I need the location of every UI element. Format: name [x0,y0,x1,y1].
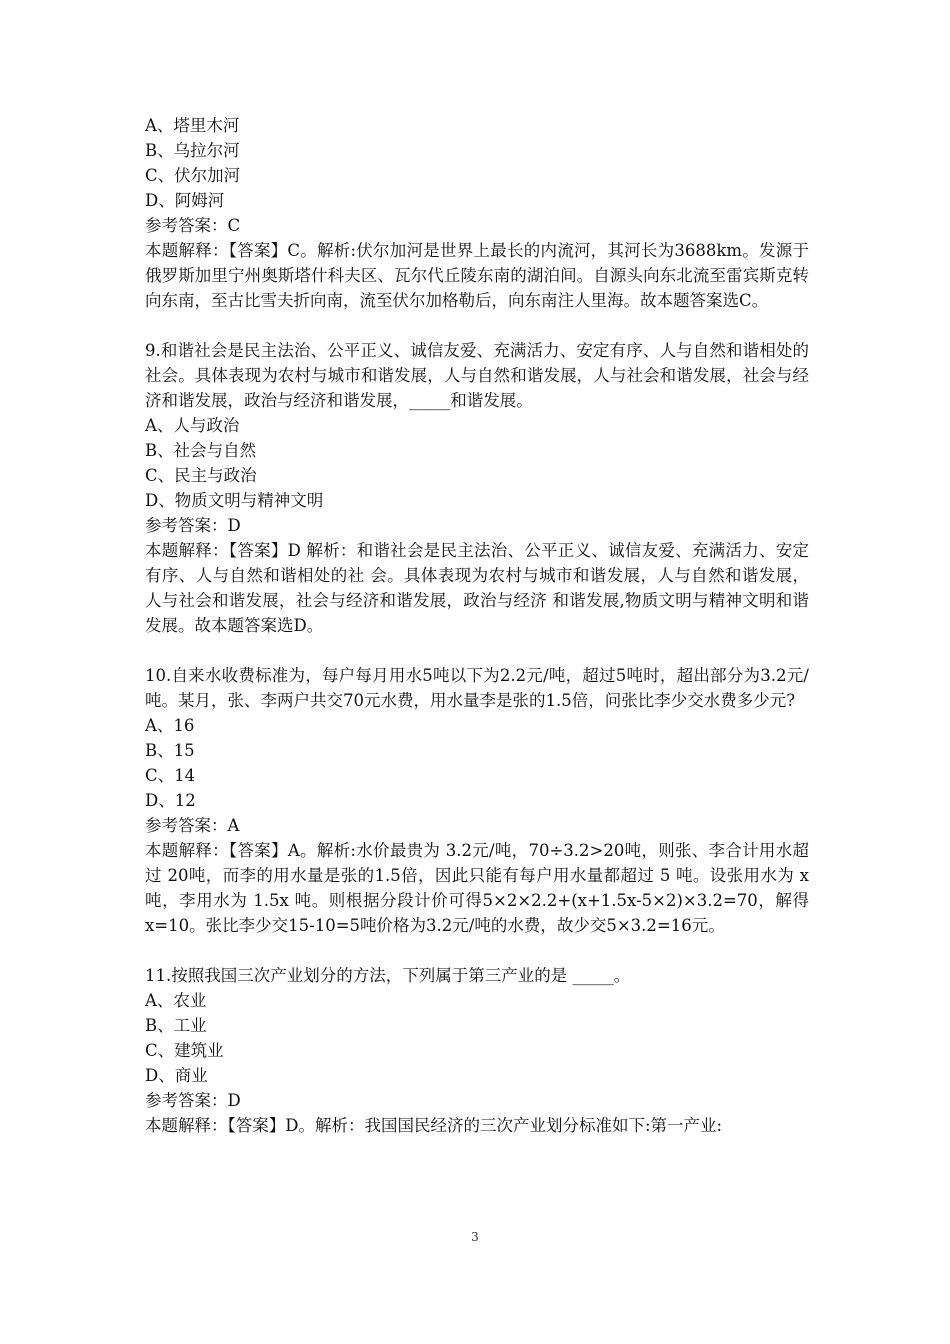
option-a: A、农业 [145,991,207,1010]
answer-explanation: 本题解释：【答案】D。解析：我国国民经济的三次产业划分标准如下:第一产业: [145,1116,723,1135]
question-10-section [145,663,809,938]
reference-answer: 参考答案：D [145,1091,241,1110]
question-9-section [145,338,809,638]
question-11-section [145,963,809,1138]
option-a: A、人与政治 [145,416,240,435]
answer-explanation: 本题解释：【答案】D 解析：和谐社会是民主法治、公平正义、诚信友爱、充满活力、安定有序、人与自然和谐相处的社 会。具体表现为农村与城市和谐发展，人与自然和谐发展，人与社会和谐发展，社会与经济和谐发展，政治与经济 和谐发展,物质文明与精神文明和谐发展。故本题答案选D。 [145,541,809,635]
answer-explanation: 本题解释：【答案】C。解析:伏尔加河是世界上最长的内流河，其河长为3688km。发源于俄罗斯加里宁州奥斯塔什科夫区、瓦尔代丘陵东南的湖泊间。自源头向东北流至雷宾斯克转向东南，至古比雪夫折向南，流至伏尔加格勒后，向东南注人里海。故本题答案选C。 [145,241,809,310]
answer-explanation: 本题解释：【答案】A。解析:水价最贵为 3.2元/吨，70÷3.2>20吨，则张、李合计用水超过 20吨，而李的用水量是张的1.5倍，因此只能有每户用水量都超过 5 吨。设张用水为 x 吨，李用水为 1.5x 吨。则根据分段计价可得5×2×2.2+(x+1.5x-5×2)×3.2=70，解得x=10。张比李少交15-10=5吨价格为3.2元/吨的水费，故少交5×3.2=16元。 [145,841,809,935]
question-8-section [145,113,809,313]
option-a: A、16 [145,716,195,735]
option-a: A、塔里木河 [145,116,240,135]
option-c: C、伏尔加河 [145,166,241,185]
page-number: 3 [471,1230,479,1244]
option-d: D、阿姆河 [145,191,225,210]
option-d: D、12 [145,791,196,810]
option-c: C、14 [145,766,196,785]
option-d: D、商业 [145,1066,208,1085]
option-b: B、乌拉尔河 [145,141,240,160]
option-c: C、建筑业 [145,1041,224,1060]
reference-answer: 参考答案：A [145,816,240,835]
option-b: B、15 [145,741,195,760]
question-text: 9.和谐社会是民主法治、公平正义、诚信友爱、充满活力、安定有序、人与自然和谐相处的社会。具体表现为农村与城市和谐发展，人与自然和谐发展，人与社会和谐发展，社会与经济和谐发展，政治与经济和谐发展，_____和谐发展。 [145,341,809,410]
question-text: 11.按照我国三次产业划分的方法，下列属于第三产业的是 _____。 [145,966,631,985]
option-c: C、民主与政治 [145,466,257,485]
option-b: B、工业 [145,1016,207,1035]
option-d: D、物质文明与精神文明 [145,491,324,510]
document-page [145,113,809,1138]
reference-answer: 参考答案：C [145,216,241,235]
option-b: B、社会与自然 [145,441,257,460]
reference-answer: 参考答案：D [145,516,241,535]
question-text: 10.自来水收费标准为，每户每月用水5吨以下为2.2元/吨，超过5吨时，超出部分为3.2元/吨。某月，张、李两户共交70元水费，用水量李是张的1.5倍，问张比李少交水费多少元? [145,666,809,710]
